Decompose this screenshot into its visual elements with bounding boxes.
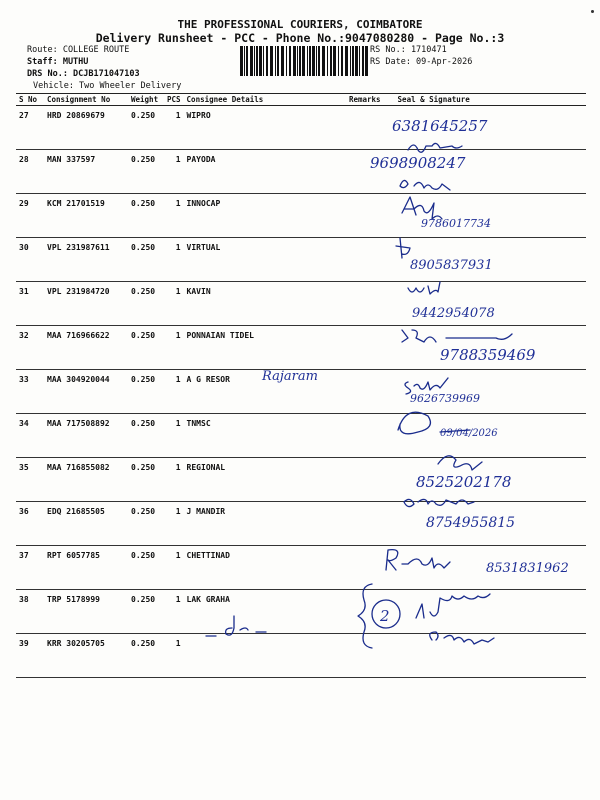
remarks-cell [342,502,384,546]
sno-cell: 33 [16,370,44,414]
remarks-cell [342,458,384,502]
barcode-bar [318,46,320,76]
signature-cell [384,326,586,370]
signature-cell [384,414,586,458]
phone-handwritten: 8525202178 [416,473,512,491]
signature-cell [384,150,586,194]
col-signature: Seal & Signature [384,94,586,106]
barcode-bar [246,46,248,76]
barcode-bar [322,46,325,76]
barcode-bar [362,46,364,76]
barcode-bar [275,46,276,76]
staff-label: Staff: MUTHU [27,57,89,67]
barcode-bar [293,46,296,76]
weight-cell: 0.250 [128,326,164,370]
remarks-cell [342,238,384,282]
signature-cell [384,194,586,238]
runsheet-subtitle: Delivery Runsheet - PCC - Phone No.:9047080280 - Page No.:3 [95,31,505,45]
phone-handwritten: 9626739969 [410,392,480,405]
barcode-bar [299,46,301,76]
col-remarks: Remarks [342,94,384,106]
consignee-cell [184,634,342,678]
remarks-cell [342,106,384,150]
consignee-cell: WIPRO [184,106,342,150]
table-row [16,634,586,678]
consignment-no-cell: MAA 716855082 [44,458,128,502]
barcode-bar [312,46,315,76]
table-row [16,326,586,370]
sno-cell: 35 [16,458,44,502]
weight-cell: 0.250 [128,502,164,546]
sno-cell: 37 [16,546,44,590]
table-row [16,546,586,590]
phone-handwritten: 9442954078 [412,306,495,321]
sno-cell: 38 [16,590,44,634]
table-header [16,94,586,106]
barcode-bar [240,46,243,76]
barcode-bar [289,46,291,76]
pcs-cell: 1 [164,150,184,194]
phone-handwritten: 9788359469 [440,346,536,364]
consignee-cell: VIRTUAL [184,238,342,282]
route-label: Route: COLLEGE ROUTE [27,45,130,55]
pcs-cell: 1 [164,590,184,634]
remarks-cell [342,634,384,678]
barcode-bar [270,46,273,76]
barcode-bar [352,46,354,76]
weight-cell: 0.250 [128,458,164,502]
signature-cell [384,458,586,502]
barcode-bar [333,46,336,76]
consignment-no-cell: RPT 6057785 [44,546,128,590]
consignment-no-cell: VPL 231984720 [44,282,128,326]
barcode-bar [259,46,262,76]
consignee-cell: REGIONAL [184,458,342,502]
remarks-cell [342,370,384,414]
date-handwritten: 09/04/2026 [440,428,498,439]
table-row [16,106,586,150]
table-row [16,194,586,238]
consignee-cell: INNOCAP [184,194,342,238]
barcode-bar [286,46,287,76]
barcode-bar [302,46,305,76]
barcode-bar [365,46,368,76]
barcode-bar [277,46,279,76]
col-consignee: Consignee Details [184,94,342,106]
barcode-bar [338,46,339,76]
remarks-cell [342,590,384,634]
sno-cell: 36 [16,502,44,546]
barcode-bar [266,46,268,76]
vehicle-label: Vehicle: Two Wheeler Delivery [33,81,182,91]
table-row [16,282,586,326]
phone-handwritten: 8905837931 [410,258,493,273]
consignment-no-cell: MAA 716966622 [44,326,128,370]
remarks-cell [342,194,384,238]
consignment-no-cell: KRR 30205705 [44,634,128,678]
col-consignment: Consignment No [44,94,128,106]
consignment-no-cell: EDQ 21685505 [44,502,128,546]
col-sno: S No [16,94,44,106]
table-row [16,370,586,414]
consignment-no-cell: MAN 337597 [44,150,128,194]
phone-handwritten: 8531831962 [486,561,569,576]
weight-cell: 0.250 [128,590,164,634]
consignee-cell: CHETTINAD [184,546,342,590]
barcode-bar [254,46,255,76]
barcode-bar [330,46,332,76]
weight-cell: 0.250 [128,634,164,678]
barcode-bar [281,46,284,76]
barcode-bar [244,46,245,76]
consignment-no-cell: VPL 231987611 [44,238,128,282]
sno-cell: 29 [16,194,44,238]
col-weight: Weight [128,94,164,106]
weight-cell: 0.250 [128,546,164,590]
phone-handwritten: 9698908247 [370,154,466,172]
table-row [16,502,586,546]
phone-handwritten: 9786017734 [421,217,491,230]
remarks-cell [342,414,384,458]
phone-handwritten: 8754955815 [426,515,516,531]
table-row [16,458,586,502]
sno-cell: 32 [16,326,44,370]
pcs-cell: 1 [164,106,184,150]
pcs-cell: 1 [164,414,184,458]
remarks-cell [342,282,384,326]
consignee-cell: PONNAIAN TIDEL [184,326,342,370]
signature-cell [384,590,586,634]
weight-cell: 0.250 [128,370,164,414]
table-row [16,150,586,194]
scan-speck [591,10,594,13]
signature-cell [384,546,586,590]
sno-cell: 28 [16,150,44,194]
consignee-cell: LAK GRAHA [184,590,342,634]
signature-cell [384,238,586,282]
remarks-cell [342,546,384,590]
pcs-cell: 1 [164,502,184,546]
pcs-cell: 1 [164,546,184,590]
drs-number: DRS No.: DCJB171047103 [27,69,140,79]
barcode-bar [345,46,348,76]
weight-cell: 0.250 [128,150,164,194]
consignment-no-cell: MAA 717508892 [44,414,128,458]
sno-cell: 34 [16,414,44,458]
barcode-bar [263,46,264,76]
col-pcs: PCS [164,94,184,106]
company-title: THE PROFESSIONAL COURIERS, COIMBATORE [177,18,423,31]
barcode-bar [307,46,308,76]
pcs-cell: 1 [164,370,184,414]
weight-cell: 0.250 [128,106,164,150]
sno-cell: 31 [16,282,44,326]
signature-cell [384,634,586,678]
sno-cell: 39 [16,634,44,678]
consignment-no-cell: HRD 20869679 [44,106,128,150]
barcode-bar [350,46,351,76]
pcs-cell: 1 [164,194,184,238]
table-row [16,238,586,282]
weight-cell: 0.250 [128,282,164,326]
count-handwritten: 2 [380,607,390,625]
weight-cell: 0.250 [128,414,164,458]
pcs-cell: 1 [164,634,184,678]
consignment-no-cell: MAA 304920044 [44,370,128,414]
remarks-cell [342,150,384,194]
signature-cell [384,370,586,414]
barcode-bar [341,46,343,76]
weight-cell: 0.250 [128,238,164,282]
sno-cell: 27 [16,106,44,150]
table-row [16,414,586,458]
consignment-no-cell: TRP 5178999 [44,590,128,634]
rs-number: RS No.: 1710471 [370,45,447,55]
signature-cell [384,282,586,326]
consignee-cell: KAVIN [184,282,342,326]
barcode-bar [250,46,253,76]
pcs-cell: 1 [164,238,184,282]
remark-handwritten: Rajaram [262,369,318,384]
consignee-cell: J MANDIR [184,502,342,546]
barcode-bar [309,46,311,76]
rs-date: RS Date: 09-Apr-2026 [370,57,473,67]
barcode-bar [355,46,358,76]
pcs-cell: 1 [164,458,184,502]
signature-cell [384,502,586,546]
barcode-bar [256,46,258,76]
pcs-cell: 1 [164,282,184,326]
barcode-bar [359,46,360,76]
consignee-cell: PAYODA [184,150,342,194]
barcode-bar [327,46,328,76]
consignee-cell: TNMSC [184,414,342,458]
barcode-bar [297,46,298,76]
consignment-no-cell: KCM 21701519 [44,194,128,238]
barcode-bar [316,46,317,76]
sno-cell: 30 [16,238,44,282]
weight-cell: 0.250 [128,194,164,238]
pcs-cell: 1 [164,326,184,370]
signature-cell [384,106,586,150]
barcode-image [240,46,368,76]
consignee-cell: A G RESOR [184,370,342,414]
runsheet-table [16,93,586,678]
phone-handwritten: 6381645257 [392,117,488,135]
remarks-cell [342,326,384,370]
table-row [16,590,586,634]
